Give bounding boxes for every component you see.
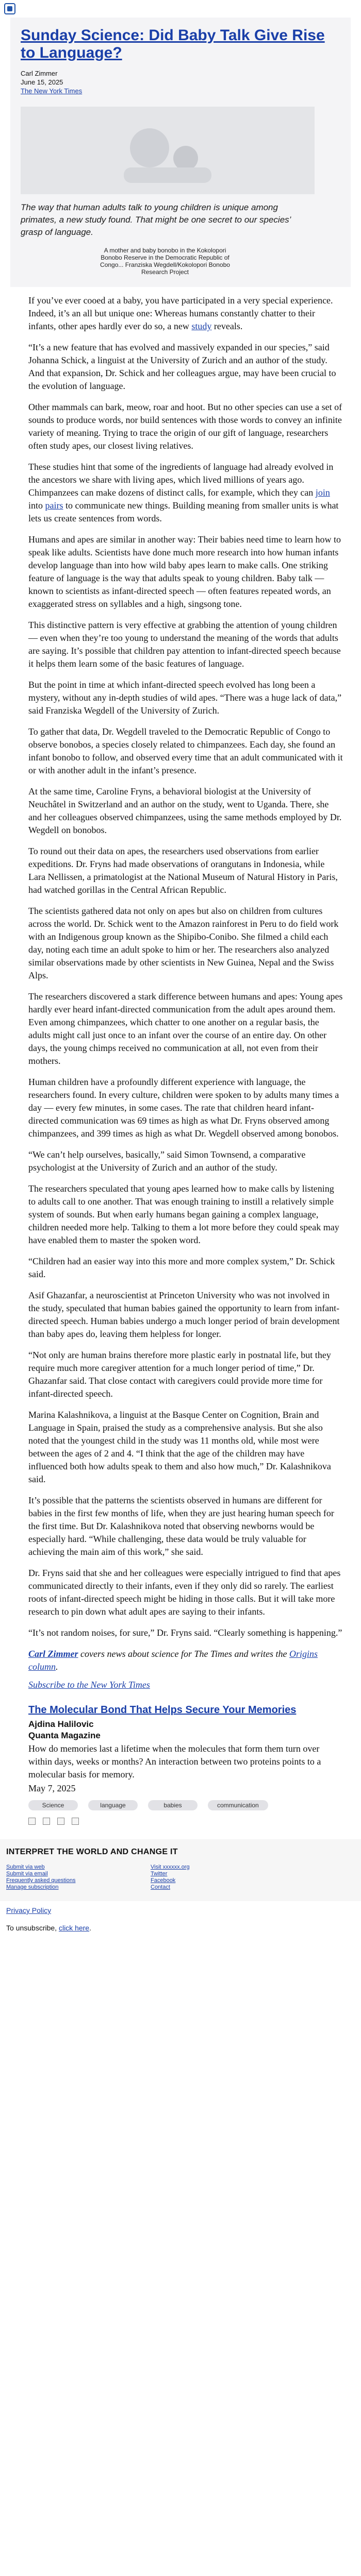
author-bio-link[interactable]: Carl Zimmer xyxy=(28,1649,78,1659)
paragraph: “We can’t help ourselves, basically,” said Simon Townsend, a comparative psychologist at the University of Zurich and an author of the study. xyxy=(28,1149,306,1173)
paragraph-text: If you’ve ever cooed at a baby, you have participated in a very special experience. Indeed, it’s an all but unique one: Whereas humans constantly chatter to their infants, other apes hardly ever do so, a new xyxy=(28,295,333,331)
footer-link[interactable]: Frequently asked questions xyxy=(6,1877,76,1884)
tag-chip[interactable]: babies xyxy=(148,1800,198,1810)
newsletter-logo-icon xyxy=(4,3,15,14)
footer-column-left xyxy=(6,1864,151,1891)
caption-line: Bonobo Reserve in the Democratic Republic of xyxy=(101,254,229,261)
publication-link[interactable]: The New York Times xyxy=(21,87,83,95)
caption-line: Research Project xyxy=(141,268,189,276)
paragraph: Humans and apes are similar in another way: Their babies need time to learn how to speak like adults. Scientists have done much more research into how human infants develop language than into how wild baby apes learn to make calls. One striking feature of language is the way that adults speak to young children. Baby talk — known to scientists as infant-directed speech — often features repeated words, an exaggerated stress on syllables and a high, singsong tone. xyxy=(28,534,341,609)
share-buttons xyxy=(0,1810,361,1825)
top-bar xyxy=(0,0,361,18)
author-bio xyxy=(28,1648,343,1673)
paragraph-text: to communicate new things. Building meaning from smaller units is what lets us create sentences from words. xyxy=(28,500,339,523)
footer-link[interactable]: Twitter xyxy=(151,1871,168,1877)
paragraph: “Children had an easier way into this more and more complex system,” Dr. Schick said. xyxy=(28,1256,335,1279)
origins-column-link[interactable]: Origins column xyxy=(28,1649,318,1672)
article-header xyxy=(10,18,351,287)
pairs-link[interactable]: pairs xyxy=(45,500,63,511)
bio-text: . xyxy=(56,1662,58,1672)
footer-link[interactable]: Contact xyxy=(151,1884,170,1890)
related-article xyxy=(0,1704,361,1795)
footer-column-right xyxy=(151,1864,295,1891)
paragraph: It’s possible that the patterns the scientists observed in humans are different for babies in the first few months of life, when they are just hearing human speech for the first time. But Dr. Kalashnikova noted that observing newborns would be especially hard. “While challenging, these data would be truly valuable for achieving the main aim of this work,” she said. xyxy=(28,1495,334,1557)
paragraph: Human children have a profoundly different experience with language, the researchers found. In every culture, children were spoken to by adults many times a day — every few minutes, in some cases. The rate that children heard infant-directed communication was 69 times as high as what Dr. Fryns observed among chimpanzees, and 399 times as high as what Dr. Wegdell observed among bonobos. xyxy=(28,1077,339,1139)
paragraph: This distinctive pattern is very effective at grabbing the attention of young children — even when they’re too young to understand the meaning of the words that adults are saying. It’s possible that children pay attention to infant-directed speech because it helps them learn some of the basic features of language. xyxy=(28,620,341,669)
unsubscribe-text: . xyxy=(89,1924,91,1932)
author-name: Carl Zimmer xyxy=(21,70,58,77)
tag-chip[interactable]: Science xyxy=(28,1800,78,1810)
footer-link[interactable]: Submit via web xyxy=(6,1864,45,1870)
subscribe-link[interactable]: Subscribe to the New York Times xyxy=(28,1680,150,1690)
tag-chip[interactable]: language xyxy=(88,1800,138,1810)
paragraph: “It’s not random noises, for sure,” Dr. Fryns said. “Clearly something is happening.” xyxy=(28,1628,342,1638)
footer-link[interactable]: Submit via email xyxy=(6,1871,48,1877)
publish-date: June 15, 2025 xyxy=(21,78,63,86)
paragraph-text: into xyxy=(28,500,45,511)
paragraph: Dr. Fryns said that she and her colleagues were especially intrigued to find that apes communicated directly to their infants, even if they only did so rarely. The earliest roots of infant-directed speech might be hiding in those calls. But it will take more research to pin down what adult apes are saying to their infants. xyxy=(28,1568,341,1617)
paragraph-text: reveals. xyxy=(211,321,243,331)
unsubscribe-text: To unsubscribe, xyxy=(6,1924,59,1932)
tag-list xyxy=(0,1795,286,1810)
paragraph: The researchers discovered a stark difference between humans and apes: Young apes hardly ever heard infant-directed communication from the adult apes around them. Even among chimpanzees, which chatter to one another on a regular basis, the adults might call just once to an infant over the course of an entire day. On other days, the young chimps received no communication at all, not even from their mothers. xyxy=(28,991,343,1066)
article-title-link[interactable]: Sunday Science: Did Baby Talk Give Rise to Language? xyxy=(21,27,325,61)
share-facebook-icon[interactable] xyxy=(28,1818,36,1825)
unsubscribe-line xyxy=(6,1924,355,1932)
article-summary: The way that human adults talk to young children is unique among primates, a new study found. That might be one secret to our species’ grasp of language. xyxy=(21,202,291,237)
paragraph xyxy=(28,294,343,333)
footer xyxy=(0,1839,361,1901)
paragraph: The researchers speculated that young apes learned how to make calls by listening to adults call to one another. That was enough training to instill a relatively simple system of sounds. But when early humans began gaining a complex language, children needed more help. Talking to them a lot more before they could speak may have enabled them to master the spoken word. xyxy=(28,1183,339,1245)
related-article-outlet: Quanta Magazine xyxy=(28,1731,101,1740)
related-article-author: Ajdina Halilovic xyxy=(28,1719,94,1729)
hero-image xyxy=(21,107,315,194)
footer-link[interactable]: Manage subscription xyxy=(6,1884,59,1890)
paragraph: “It’s a new feature that has evolved and massively expanded in our species,” said Johanna Schick, a linguist at the University of Zurich and an author of the study. And that expansion, Dr. Schick and her colleagues argue, may have been crucial to the evolution of language. xyxy=(28,342,336,391)
share-twitter-icon[interactable] xyxy=(43,1818,50,1825)
article-body xyxy=(0,287,361,1691)
legal-section xyxy=(0,1901,361,1932)
paragraph: At the same time, Caroline Fryns, a behavioral biologist at the University of Neuchâtel in Switzerland and an author on the study, went to Uganda. There, she and her colleagues observed chimpanzees, using the same methods employed by Dr. Wegdell on bonobos. xyxy=(28,786,342,835)
paragraph: Asif Ghazanfar, a neuroscientist at Princeton University who was not involved in the study, speculated that human babies gained the opportunity to learn from infant-directed speech. Human babies undergo a much longer period of brain development than baby apes do, leaving them helpless for longer. xyxy=(28,1290,340,1339)
footer-link[interactable]: Visit xxxxxx.org xyxy=(151,1864,190,1870)
caption-line: A mother and baby bonobo in the Kokolopori xyxy=(104,247,226,254)
privacy-policy-link[interactable]: Privacy Policy xyxy=(6,1906,52,1914)
study-link[interactable]: study xyxy=(191,321,212,331)
paragraph: To round out their data on apes, the researchers used observations from earlier expeditions. Dr. Fryns had made observations of orangutans in Indonesia, while Lara Nellissen, a primatologist at the National Museum of Natural History in Paris, had watched gorillas in the Central African Republic. xyxy=(28,846,338,895)
related-article-title-link[interactable]: The Molecular Bond That Helps Secure Your Memories xyxy=(28,1704,297,1716)
bio-text: covers news about science for The Times and writes the xyxy=(78,1649,289,1659)
paragraph: “Not only are human brains therefore more plastic early in postnatal life, but they require much more caregiver attention for a much longer period of time,” Dr. Ghazanfar said. That close contact with caregivers could provide more time for infant-directed speech. xyxy=(28,1350,331,1399)
footer-link[interactable]: Facebook xyxy=(151,1877,176,1884)
join-link[interactable]: join xyxy=(315,487,330,498)
article-meta xyxy=(21,69,340,95)
tag-chip[interactable]: communication xyxy=(208,1800,268,1810)
paragraph: But the point in time at which infant-directed speech evolved has long been a mystery, without any in-depth studies of wild apes. “There was a huge lack of data,” said Franziska Wegdell of the University of Zurich. xyxy=(28,680,342,716)
footer-links xyxy=(6,1864,355,1891)
photo-caption xyxy=(21,247,309,276)
paragraph: The scientists gathered data not only on apes but also on children from cultures across the world. Dr. Schick went to the Amazon rainforest in Peru to do field work with an Indigenous group known as the Shipibo-Conibo. She filmed a child each day, noting each time an adult spoke to him or her. The researchers also analyzed similar observations made by other scientists in New Guinea, Nepal and the Swiss Alps. xyxy=(28,906,339,980)
paragraph: Marina Kalashnikova, a linguist at the Basque Center on Cognition, Brain and Language in Spain, praised the study as a comprehensive analysis. But she also noted that the youngest child in the study was 11 months old, while most were between the ages of 2 and 4. “I think that the age of the children may have influenced both how adults speak to them and also how much,” Dr. Kalashnikova said. xyxy=(28,1410,331,1484)
share-linkedin-icon[interactable] xyxy=(57,1818,64,1825)
bonobo-photo-placeholder-icon xyxy=(21,107,315,194)
paragraph: Other mammals can bark, meow, roar and hoot. But no other species can use a set of sounds to produce words, nor build sentences with those words to convey an infinite variety of meaning. Trying to trace the origin of our gift of language, researchers often study apes, our closest living relatives. xyxy=(28,402,342,451)
footer-title: INTERPRET THE WORLD AND CHANGE IT xyxy=(6,1848,178,1856)
paragraph xyxy=(28,461,343,525)
unsubscribe-link[interactable]: click here xyxy=(58,1924,90,1932)
related-article-date: May 7, 2025 xyxy=(28,1783,76,1793)
paragraph: To gather that data, Dr. Wegdell traveled to the Democratic Republic of Congo to observe bonobos, a species closely related to chimpanzees. Each day, she found an infant bonobo to follow, and observed every time that an adult communicated with it or with another adult in the infant’s presence. xyxy=(28,726,343,775)
caption-line: Congo... Franziska Wegdell/Kokolopori Bonobo xyxy=(100,261,230,268)
paragraph-text: These studies hint that some of the ingredients of language had already evolved in the ancestors we share with living apes, which lived millions of years ago. Chimpanzees can make dozens of distinct calls, for example, which they can xyxy=(28,462,334,498)
share-email-icon[interactable] xyxy=(72,1818,79,1825)
related-article-summary: How do memories last a lifetime when the molecules that form them turn over within days, weeks or months? An interaction between two proteins points to a molecular basis for memory. xyxy=(28,1743,321,1780)
